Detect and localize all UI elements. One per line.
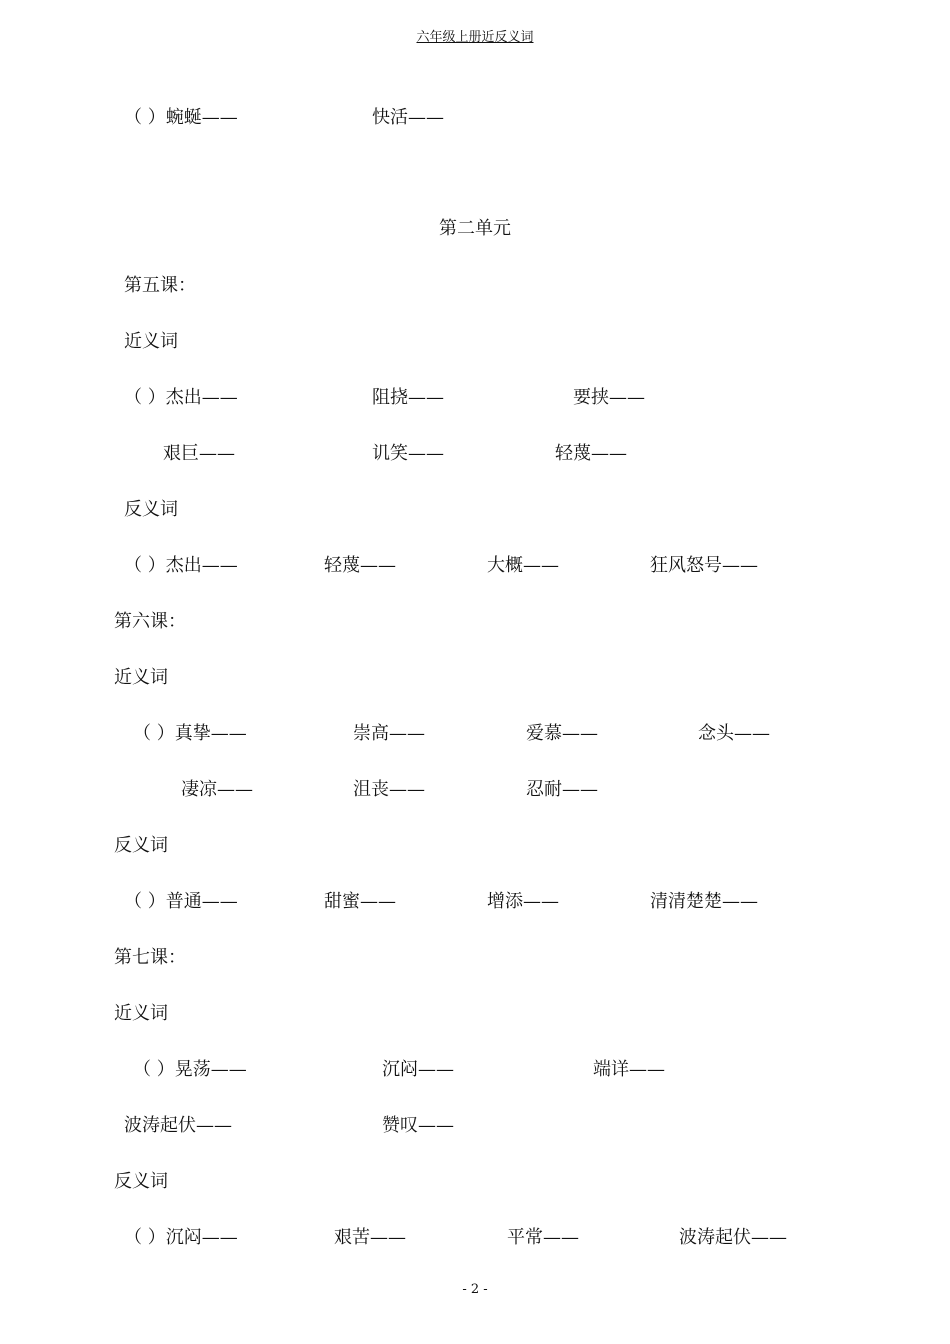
- section-label-antonyms: 反义词: [124, 499, 178, 520]
- word-item: 清清楚楚——: [650, 891, 758, 912]
- word-item: 沉闷——: [382, 1059, 454, 1080]
- word-item: 赞叹——: [382, 1115, 454, 1136]
- unit-title: 第二单元: [439, 218, 511, 239]
- page-number: - 2 -: [462, 1282, 488, 1297]
- word-item: 甜蜜——: [324, 891, 396, 912]
- word-item: 崇高——: [353, 723, 425, 744]
- word-item: 阻挠——: [372, 387, 444, 408]
- section-label-synonyms: 近义词: [124, 331, 178, 352]
- lesson-title: 第五课：: [124, 275, 196, 296]
- word-item: 要挟——: [573, 387, 645, 408]
- word-item: 艰苦——: [334, 1227, 406, 1248]
- word-item: 狂风怒号——: [650, 555, 758, 576]
- section-label-synonyms: 近义词: [114, 667, 168, 688]
- word-item: 波涛起伏——: [124, 1115, 232, 1136]
- word-item: （ ）真挚——: [133, 723, 247, 744]
- word-item: （ ）普通——: [124, 891, 238, 912]
- word-item: 忍耐——: [526, 779, 598, 800]
- word-item: 波涛起伏——: [679, 1227, 787, 1248]
- word-item: 念头——: [698, 723, 770, 744]
- word-item: 凄凉——: [181, 779, 253, 800]
- header-text: 六年级上册近反义词: [416, 30, 534, 45]
- word-item: （ ）晃荡——: [133, 1059, 247, 1080]
- word-item: （ ）杰出——: [124, 387, 238, 408]
- section-label-antonyms: 反义词: [114, 835, 168, 856]
- page-header: [0, 26, 950, 45]
- word-item: 快活——: [372, 107, 444, 128]
- word-item: （ ）蜿蜒——: [124, 107, 238, 128]
- section-label-antonyms: 反义词: [114, 1171, 168, 1192]
- word-item: （ ）杰出——: [124, 555, 238, 576]
- lesson-title: 第七课：: [114, 947, 186, 968]
- word-item: 端详——: [593, 1059, 665, 1080]
- word-item: （ ）沉闷——: [124, 1227, 238, 1248]
- word-item: 讥笑——: [372, 443, 444, 464]
- section-label-synonyms: 近义词: [114, 1003, 168, 1024]
- word-item: 增添——: [487, 891, 559, 912]
- word-item: 沮丧——: [353, 779, 425, 800]
- word-item: 轻蔑——: [324, 555, 396, 576]
- word-item: 平常——: [507, 1227, 579, 1248]
- word-item: 艰巨——: [163, 443, 235, 464]
- word-item: 大概——: [487, 555, 559, 576]
- lesson-title: 第六课：: [114, 611, 186, 632]
- word-item: 爱慕——: [526, 723, 598, 744]
- word-item: 轻蔑——: [555, 443, 627, 464]
